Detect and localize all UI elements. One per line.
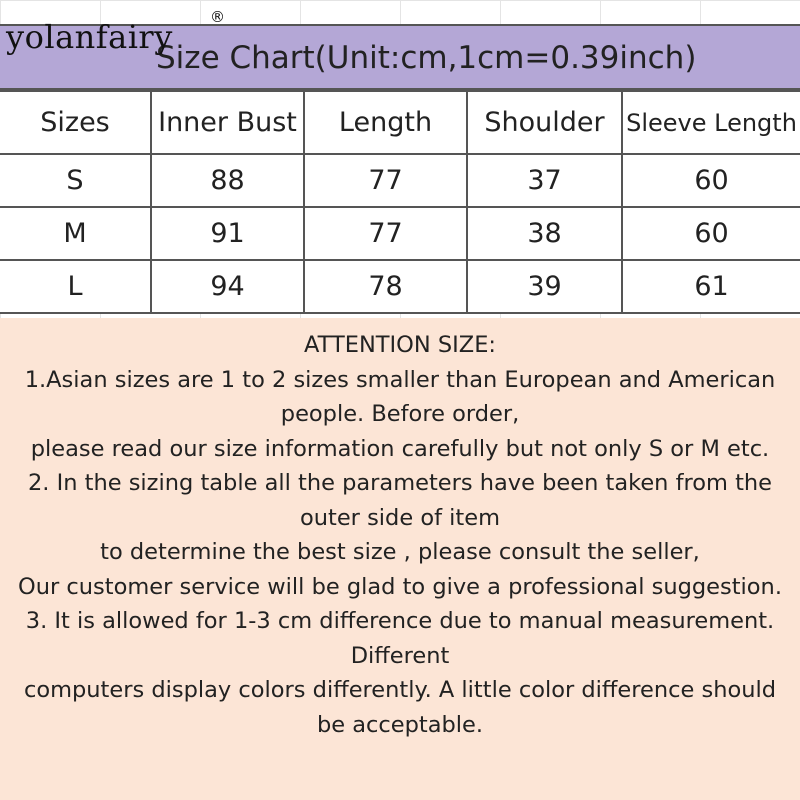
header-sizes: Sizes [0,91,151,154]
chart-title: Size Chart(Unit:cm,1cm=0.39inch) [156,40,697,76]
notice-line: 3. It is allowed for 1-3 cm difference due to manual measurement. [25,608,775,634]
cell-sleeve-length: 60 [622,154,800,207]
cell-shoulder: 39 [467,260,622,313]
size-table [0,90,800,314]
cell-length: 78 [304,260,467,313]
notice-line: computers display colors differently. A little color difference should [23,677,777,703]
cell-length: 77 [304,207,467,260]
notice-line: people. Before order, [280,401,520,427]
header-inner-bust: Inner Bust [151,91,304,154]
cell-inner-bust: 91 [151,207,304,260]
notice-line: 2. In the sizing table all the parameters have been taken from the [27,470,773,496]
notice-line: be acceptable. [316,711,484,738]
table-row [0,154,800,207]
header-shoulder: Shoulder [467,91,622,154]
cell-shoulder: 38 [467,207,622,260]
notice-line: to determine the best size , please consult the seller, [100,539,700,565]
cell-inner-bust: 88 [151,154,304,207]
brand-logo: yolanfairy [6,18,173,56]
cell-sleeve-length: 60 [622,207,800,260]
header-sleeve-length: Sleeve Length [622,91,800,154]
cell-shoulder: 37 [467,154,622,207]
cell-size: S [0,154,151,207]
cell-sleeve-length: 61 [622,260,800,313]
table-row [0,207,800,260]
cell-size: M [0,207,151,260]
table-header-row [0,91,800,154]
cell-length: 77 [304,154,467,207]
notice-line: outer side of item [299,504,501,531]
attention-notice [0,318,800,800]
cell-size: L [0,260,151,313]
notice-line: please read our size information carefully but not only S or M etc. [30,435,770,462]
table-row [0,260,800,313]
notice-line: 1.Asian sizes are 1 to 2 sizes smaller than European and American [24,366,776,393]
header-length: Length [304,91,467,154]
notice-line: Our customer service will be glad to give a professional suggestion. [18,573,782,600]
cell-inner-bust: 94 [151,260,304,313]
notice-line: Different [350,642,450,669]
registered-mark: ® [210,8,225,26]
notice-heading: ATTENTION SIZE: [304,332,496,358]
